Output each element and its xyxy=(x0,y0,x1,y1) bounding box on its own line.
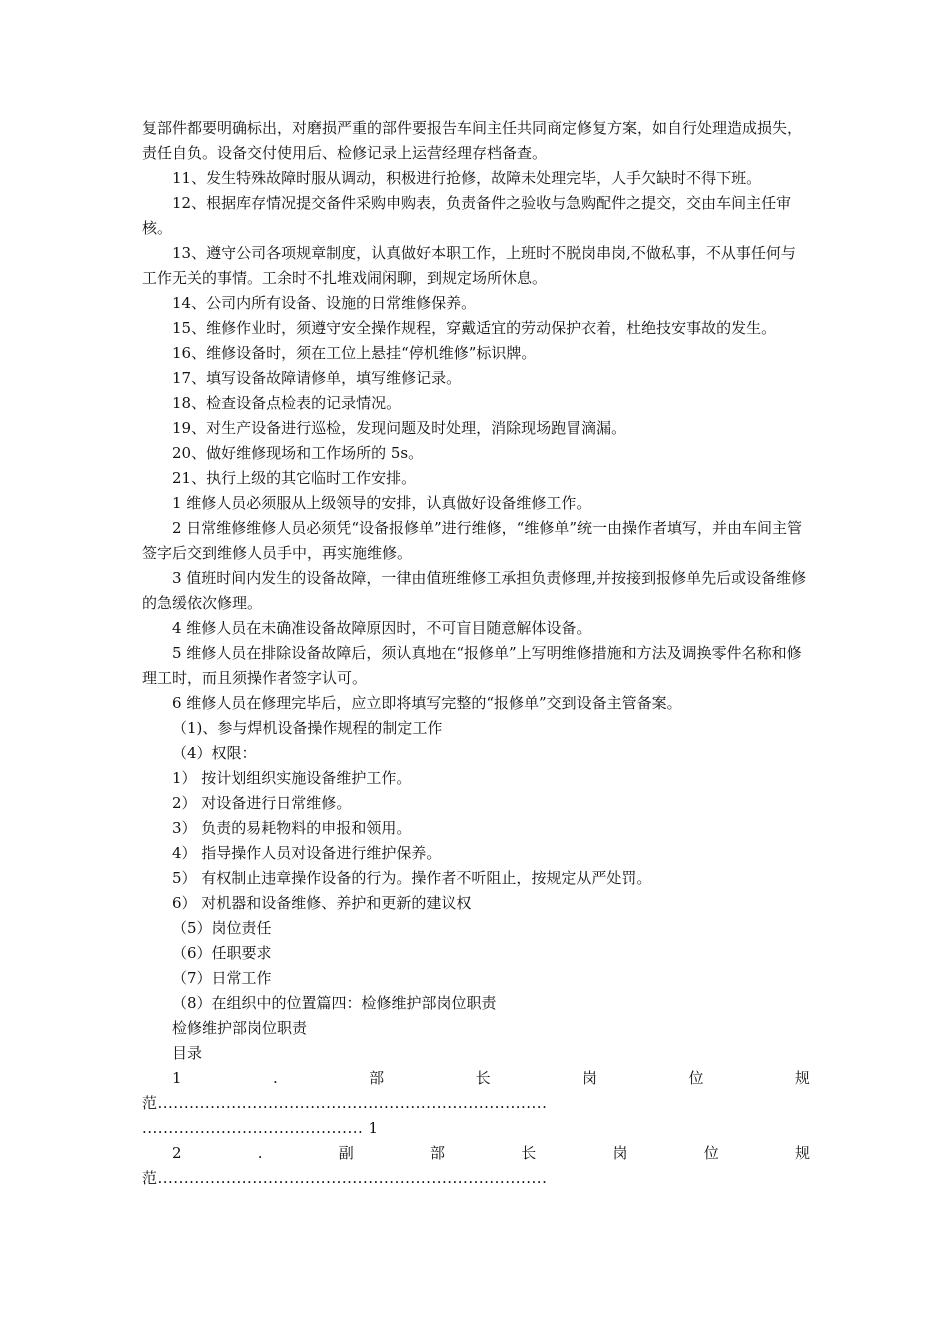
paragraph: 5） 有权制止违章操作设备的行为。操作者不听阻止，按规定从严处罚。 xyxy=(172,869,652,887)
paragraph: 2） 对设备进行日常维修。 xyxy=(172,794,352,812)
paragraph: （1)、参与焊机设备操作规程的制定工作 xyxy=(172,719,443,737)
paragraph: 6） 对机器和设备维修、养护和更新的建议权 xyxy=(172,894,472,912)
paragraph: 21、执行上级的其它临时工作安排。 xyxy=(172,469,417,487)
toc-leader-line: .......................................... 1 xyxy=(142,1119,379,1137)
paragraph: 1） 按计划组织实施设备维护工作。 xyxy=(172,769,412,787)
paragraph-list xyxy=(142,116,810,1066)
paragraph: 18、检查设备点检表的记录情况。 xyxy=(172,394,402,412)
toc-char: 副 xyxy=(338,1144,354,1162)
toc-entry-heading xyxy=(142,1066,810,1091)
toc-char: 规 xyxy=(794,1069,810,1087)
paragraph: 目录 xyxy=(172,1044,203,1062)
paragraph: （7）日常工作 xyxy=(172,969,272,987)
paragraph: 13、遵守公司各项规章制度，认真做好本职工作，上班时不脱岗串岗,不做私事，不从事任何与工作无关的事情。工余时不扎堆戏闹闲聊，到规定场所休息。 xyxy=(142,244,796,287)
toc-char: 岗 xyxy=(582,1069,598,1087)
toc-leader-line: 范.......................................................................... xyxy=(142,1094,548,1112)
paragraph: 15、维修作业时，须遵守安全操作规程，穿戴适宜的劳动保护衣着，杜绝技安事故的发生。 xyxy=(172,319,777,337)
paragraph: 11、发生特殊故障时服从调动，积极进行抢修，故障未处理完毕，人手欠缺时不得下班。 xyxy=(172,169,762,187)
toc-char: 1 xyxy=(172,1069,182,1087)
paragraph: 6 维修人员在修理完毕后，应立即将填写完整的“报修单”交到设备主管备案。 xyxy=(172,694,682,712)
toc-char: 长 xyxy=(475,1069,491,1087)
paragraph: 3） 负责的易耗物料的申报和领用。 xyxy=(172,819,412,837)
paragraph: 2 日常维修维修人员必须凭“设备报修单”进行维修，“维修单”统一由操作者填写，并由车间主管签字后交到维修人员手中，再实施维修。 xyxy=(142,519,802,562)
paragraph: 20、做好维修现场和工作场所的 5s。 xyxy=(172,444,424,462)
toc-char: 部 xyxy=(369,1069,385,1087)
toc-char: 位 xyxy=(703,1144,719,1162)
paragraph: （5）岗位责任 xyxy=(172,919,272,937)
table-of-contents xyxy=(142,1066,810,1191)
paragraph: 1 维修人员必须服从上级领导的安排，认真做好设备维修工作。 xyxy=(172,494,592,512)
paragraph: 12、根据库存情况提交备件采购申购表，负责备件之验收与急购配件之提交，交由车间主任审核。 xyxy=(142,194,792,237)
toc-char: . xyxy=(272,1069,278,1087)
document-body xyxy=(142,116,810,1191)
paragraph: （4）权限： xyxy=(172,744,257,762)
paragraph: 5 维修人员在排除设备故障后，须认真地在“报修单”上写明维修措施和方法及调换零件名称和修理工时，而且须操作者签字认可。 xyxy=(142,644,802,687)
toc-leader-line: 范.......................................................................... xyxy=(142,1169,548,1187)
toc-char: 长 xyxy=(521,1144,537,1162)
toc-char: 位 xyxy=(688,1069,704,1087)
paragraph: 19、对生产设备进行巡检，发现问题及时处理，消除现场跑冒滴漏。 xyxy=(172,419,627,437)
paragraph: 3 值班时间内发生的设备故障，一律由值班维修工承担负责修理,并按接到报修单先后或设备维修的急缓依次修理。 xyxy=(142,569,807,612)
paragraph: （6）任职要求 xyxy=(172,944,272,962)
toc-char: 规 xyxy=(794,1144,810,1162)
paragraph: 14、公司内所有设备、设施的日常维修保养。 xyxy=(172,294,477,312)
toc-char: 部 xyxy=(430,1144,446,1162)
toc-char: 岗 xyxy=(612,1144,628,1162)
toc-char: 2 xyxy=(172,1144,182,1162)
paragraph: 复部件都要明确标出，对磨损严重的部件要报告车间主任共同商定修复方案，如自行处理造成损失，责任自负。设备交付使用后、检修记录上运营经理存档备查。 xyxy=(142,119,803,162)
paragraph: （8）在组织中的位置篇四：检修维护部岗位职责 xyxy=(172,994,497,1012)
paragraph: 4 维修人员在未确准设备故障原因时，不可盲目随意解体设备。 xyxy=(172,619,592,637)
paragraph: 4） 指导操作人员对设备进行维护保养。 xyxy=(172,844,442,862)
paragraph: 17、填写设备故障请修单，填写维修记录。 xyxy=(172,369,462,387)
paragraph: 检修维护部岗位职责 xyxy=(172,1019,308,1037)
toc-char: . xyxy=(257,1144,263,1162)
paragraph: 16、维修设备时，须在工位上悬挂“停机维修”标识牌。 xyxy=(172,344,537,362)
toc-entry-heading xyxy=(142,1141,810,1166)
